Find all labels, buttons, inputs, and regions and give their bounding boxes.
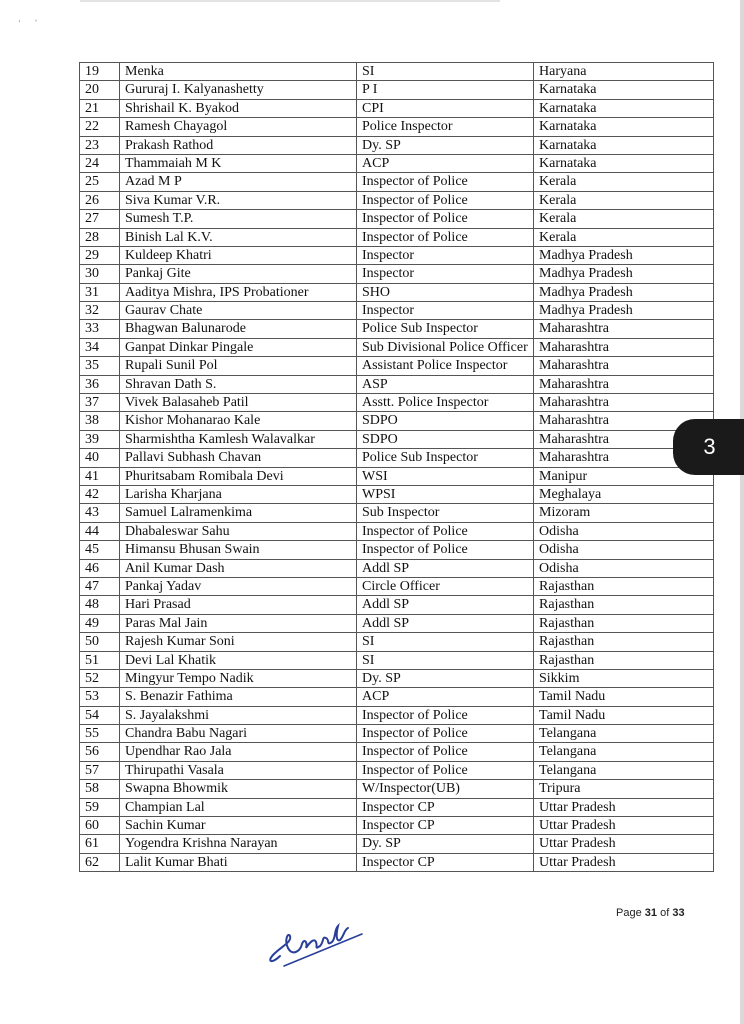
table-row [80, 191, 714, 209]
table-row [80, 798, 714, 816]
cell-state: Rajasthan [534, 577, 714, 595]
cell-name: Upendhar Rao Jala [120, 743, 357, 761]
cell-designation: SI [357, 63, 534, 81]
cell-state: Maharashtra [534, 412, 714, 430]
table-row [80, 118, 714, 136]
cell-designation: CPI [357, 99, 534, 117]
cell-state: Karnataka [534, 154, 714, 172]
cell-name: Thirupathi Vasala [120, 761, 357, 779]
cell-serial-number: 46 [80, 559, 120, 577]
page-separator: of [660, 907, 670, 919]
cell-state: Uttar Pradesh [534, 817, 714, 835]
cell-serial-number: 52 [80, 669, 120, 687]
table-row [80, 596, 714, 614]
cell-state: Telangana [534, 725, 714, 743]
cell-state: Uttar Pradesh [534, 853, 714, 871]
page-label: Page [616, 907, 642, 919]
cell-designation: Inspector of Police [357, 228, 534, 246]
scan-artifact-line [80, 0, 500, 2]
cell-designation: Sub Divisional Police Officer [357, 338, 534, 356]
cell-state: Odisha [534, 522, 714, 540]
cell-serial-number: 33 [80, 320, 120, 338]
cell-serial-number: 27 [80, 210, 120, 228]
cell-name: Swapna Bhowmik [120, 780, 357, 798]
cell-designation: Inspector [357, 265, 534, 283]
table-row [80, 669, 714, 687]
table-row [80, 394, 714, 412]
cell-name: Himansu Bhusan Swain [120, 541, 357, 559]
cell-state: Uttar Pradesh [534, 798, 714, 816]
cell-name: Kishor Mohanarao Kale [120, 412, 357, 430]
table-row [80, 63, 714, 81]
cell-serial-number: 61 [80, 835, 120, 853]
cell-state: Haryana [534, 63, 714, 81]
table-row [80, 412, 714, 430]
cell-name: Gururaj I. Kalyanashetty [120, 81, 357, 99]
cell-designation: Addl SP [357, 596, 534, 614]
cell-designation: Addl SP [357, 614, 534, 632]
cell-designation: W/Inspector(UB) [357, 780, 534, 798]
total-pages: 33 [672, 907, 685, 919]
cell-designation: Dy. SP [357, 669, 534, 687]
table-row [80, 853, 714, 871]
cell-designation: SI [357, 633, 534, 651]
section-tab-marker [673, 419, 744, 475]
table-row [80, 210, 714, 228]
cell-state: Mizoram [534, 504, 714, 522]
table-row [80, 706, 714, 724]
cell-state: Odisha [534, 559, 714, 577]
cell-designation: Inspector of Police [357, 541, 534, 559]
cell-serial-number: 62 [80, 853, 120, 871]
cell-serial-number: 41 [80, 467, 120, 485]
cell-state: Meghalaya [534, 485, 714, 503]
cell-serial-number: 49 [80, 614, 120, 632]
cell-name: Thammaiah M K [120, 154, 357, 172]
cell-state: Karnataka [534, 81, 714, 99]
cell-state: Kerala [534, 191, 714, 209]
cell-state: Manipur [534, 467, 714, 485]
cell-designation: ASP [357, 375, 534, 393]
cell-serial-number: 60 [80, 817, 120, 835]
cell-name: Pallavi Subhash Chavan [120, 449, 357, 467]
cell-serial-number: 35 [80, 357, 120, 375]
cell-name: Devi Lal Khatik [120, 651, 357, 669]
cell-state: Tamil Nadu [534, 706, 714, 724]
cell-serial-number: 25 [80, 173, 120, 191]
cell-serial-number: 47 [80, 577, 120, 595]
table-row [80, 780, 714, 798]
cell-name: Rupali Sunil Pol [120, 357, 357, 375]
cell-name: Pankaj Yadav [120, 577, 357, 595]
cell-state: Madhya Pradesh [534, 283, 714, 301]
cell-state: Tamil Nadu [534, 688, 714, 706]
cell-name: Phuritsabam Romibala Devi [120, 467, 357, 485]
cell-serial-number: 24 [80, 154, 120, 172]
cell-designation: Inspector of Police [357, 706, 534, 724]
signature-icon [262, 912, 372, 972]
table-row [80, 743, 714, 761]
cell-designation: Inspector CP [357, 817, 534, 835]
cell-designation: ACP [357, 154, 534, 172]
cell-name: Samuel Lalramenkima [120, 504, 357, 522]
cell-state: Uttar Pradesh [534, 835, 714, 853]
table-row [80, 761, 714, 779]
cell-name: Sharmishtha Kamlesh Walavalkar [120, 430, 357, 448]
cell-serial-number: 43 [80, 504, 120, 522]
table-row [80, 430, 714, 448]
cell-name: Champian Lal [120, 798, 357, 816]
cell-state: Madhya Pradesh [534, 246, 714, 264]
cell-serial-number: 59 [80, 798, 120, 816]
cell-name: Mingyur Tempo Nadik [120, 669, 357, 687]
cell-designation: Assistant Police Inspector [357, 357, 534, 375]
cell-designation: Inspector of Police [357, 191, 534, 209]
cell-serial-number: 29 [80, 246, 120, 264]
cell-serial-number: 20 [80, 81, 120, 99]
table-row [80, 136, 714, 154]
cell-serial-number: 37 [80, 394, 120, 412]
table-row [80, 614, 714, 632]
cell-serial-number: 39 [80, 430, 120, 448]
cell-state: Rajasthan [534, 614, 714, 632]
table-row [80, 835, 714, 853]
cell-designation: Asstt. Police Inspector [357, 394, 534, 412]
cell-serial-number: 22 [80, 118, 120, 136]
cell-state: Maharashtra [534, 449, 714, 467]
cell-name: Sumesh T.P. [120, 210, 357, 228]
table-row [80, 633, 714, 651]
table-row [80, 357, 714, 375]
cell-serial-number: 38 [80, 412, 120, 430]
table-row [80, 375, 714, 393]
cell-designation: SDPO [357, 412, 534, 430]
table-row [80, 688, 714, 706]
cell-serial-number: 45 [80, 541, 120, 559]
cell-serial-number: 31 [80, 283, 120, 301]
table-row [80, 541, 714, 559]
cell-name: S. Jayalakshmi [120, 706, 357, 724]
cell-name: Pankaj Gite [120, 265, 357, 283]
table-row [80, 338, 714, 356]
cell-state: Maharashtra [534, 394, 714, 412]
cell-name: S. Benazir Fathima [120, 688, 357, 706]
cell-name: Hari Prasad [120, 596, 357, 614]
cell-name: Dhabaleswar Sahu [120, 522, 357, 540]
cell-serial-number: 26 [80, 191, 120, 209]
table-row [80, 173, 714, 191]
table-row [80, 265, 714, 283]
cell-name: Menka [120, 63, 357, 81]
cell-serial-number: 28 [80, 228, 120, 246]
cell-designation: Inspector of Police [357, 210, 534, 228]
current-page: 31 [644, 907, 658, 919]
cell-name: Larisha Kharjana [120, 485, 357, 503]
cell-serial-number: 30 [80, 265, 120, 283]
cell-designation: SI [357, 651, 534, 669]
cell-state: Telangana [534, 743, 714, 761]
cell-designation: Inspector of Police [357, 761, 534, 779]
cell-designation: Sub Inspector [357, 504, 534, 522]
cell-state: Karnataka [534, 118, 714, 136]
cell-name: Siva Kumar V.R. [120, 191, 357, 209]
cell-designation: SHO [357, 283, 534, 301]
cell-state: Maharashtra [534, 320, 714, 338]
cell-name: Sachin Kumar [120, 817, 357, 835]
cell-state: Karnataka [534, 99, 714, 117]
table-row [80, 302, 714, 320]
cell-name: Prakash Rathod [120, 136, 357, 154]
cell-name: Lalit Kumar Bhati [120, 853, 357, 871]
table-row [80, 320, 714, 338]
table-row [80, 559, 714, 577]
table-row [80, 504, 714, 522]
cell-state: Madhya Pradesh [534, 302, 714, 320]
cell-serial-number: 48 [80, 596, 120, 614]
table-row [80, 81, 714, 99]
cell-designation: Dy. SP [357, 835, 534, 853]
table-row [80, 725, 714, 743]
cell-state: Maharashtra [534, 375, 714, 393]
cell-designation: WSI [357, 467, 534, 485]
cell-designation: Inspector CP [357, 798, 534, 816]
officers-table-body [80, 63, 714, 872]
cell-state: Maharashtra [534, 430, 714, 448]
cell-name: Ramesh Chayagol [120, 118, 357, 136]
cell-designation: Police Inspector [357, 118, 534, 136]
cell-name: Vivek Balasaheb Patil [120, 394, 357, 412]
table-row [80, 246, 714, 264]
cell-state: Kerala [534, 228, 714, 246]
cell-serial-number: 36 [80, 375, 120, 393]
cell-designation: P I [357, 81, 534, 99]
cell-name: Ganpat Dinkar Pingale [120, 338, 357, 356]
cell-designation: Circle Officer [357, 577, 534, 595]
table-row [80, 577, 714, 595]
table-row [80, 485, 714, 503]
cell-serial-number: 34 [80, 338, 120, 356]
scan-artifact-marks: ‘ ’ [18, 18, 38, 28]
cell-name: Gaurav Chate [120, 302, 357, 320]
cell-serial-number: 44 [80, 522, 120, 540]
table-row [80, 154, 714, 172]
cell-designation: Inspector of Police [357, 173, 534, 191]
table-row [80, 99, 714, 117]
page-edge [740, 0, 744, 1024]
cell-serial-number: 19 [80, 63, 120, 81]
table-row [80, 817, 714, 835]
cell-state: Kerala [534, 210, 714, 228]
cell-state: Telangana [534, 761, 714, 779]
cell-serial-number: 55 [80, 725, 120, 743]
cell-state: Rajasthan [534, 596, 714, 614]
cell-serial-number: 54 [80, 706, 120, 724]
cell-designation: ACP [357, 688, 534, 706]
cell-state: Rajasthan [534, 633, 714, 651]
cell-serial-number: 51 [80, 651, 120, 669]
cell-serial-number: 50 [80, 633, 120, 651]
cell-designation: Inspector [357, 246, 534, 264]
cell-designation: WPSI [357, 485, 534, 503]
cell-name: Chandra Babu Nagari [120, 725, 357, 743]
cell-designation: Dy. SP [357, 136, 534, 154]
table-row [80, 522, 714, 540]
cell-name: Aaditya Mishra, IPS Probationer [120, 283, 357, 301]
table-row [80, 228, 714, 246]
cell-designation: Police Sub Inspector [357, 449, 534, 467]
page-number-footer [616, 907, 685, 919]
cell-state: Tripura [534, 780, 714, 798]
cell-serial-number: 53 [80, 688, 120, 706]
table-row [80, 449, 714, 467]
cell-designation: Inspector CP [357, 853, 534, 871]
cell-state: Rajasthan [534, 651, 714, 669]
section-tab-number: 3 [703, 434, 716, 459]
cell-state: Madhya Pradesh [534, 265, 714, 283]
cell-name: Bhagwan Balunarode [120, 320, 357, 338]
cell-state: Karnataka [534, 136, 714, 154]
cell-state: Maharashtra [534, 357, 714, 375]
cell-serial-number: 56 [80, 743, 120, 761]
cell-serial-number: 58 [80, 780, 120, 798]
cell-state: Maharashtra [534, 338, 714, 356]
officers-table [79, 62, 714, 872]
cell-designation: SDPO [357, 430, 534, 448]
cell-state: Kerala [534, 173, 714, 191]
table-row [80, 651, 714, 669]
cell-serial-number: 32 [80, 302, 120, 320]
cell-designation: Inspector [357, 302, 534, 320]
cell-designation: Inspector of Police [357, 725, 534, 743]
cell-designation: Inspector of Police [357, 743, 534, 761]
cell-designation: Inspector of Police [357, 522, 534, 540]
cell-serial-number: 21 [80, 99, 120, 117]
cell-serial-number: 40 [80, 449, 120, 467]
cell-serial-number: 57 [80, 761, 120, 779]
cell-name: Anil Kumar Dash [120, 559, 357, 577]
cell-name: Binish Lal K.V. [120, 228, 357, 246]
cell-name: Azad M P [120, 173, 357, 191]
cell-serial-number: 42 [80, 485, 120, 503]
cell-designation: Addl SP [357, 559, 534, 577]
table-row [80, 283, 714, 301]
cell-name: Paras Mal Jain [120, 614, 357, 632]
cell-name: Rajesh Kumar Soni [120, 633, 357, 651]
cell-name: Shravan Dath S. [120, 375, 357, 393]
cell-name: Shrishail K. Byakod [120, 99, 357, 117]
cell-state: Sikkim [534, 669, 714, 687]
cell-name: Yogendra Krishna Narayan [120, 835, 357, 853]
cell-designation: Police Sub Inspector [357, 320, 534, 338]
cell-name: Kuldeep Khatri [120, 246, 357, 264]
table-row [80, 467, 714, 485]
cell-state: Odisha [534, 541, 714, 559]
cell-serial-number: 23 [80, 136, 120, 154]
